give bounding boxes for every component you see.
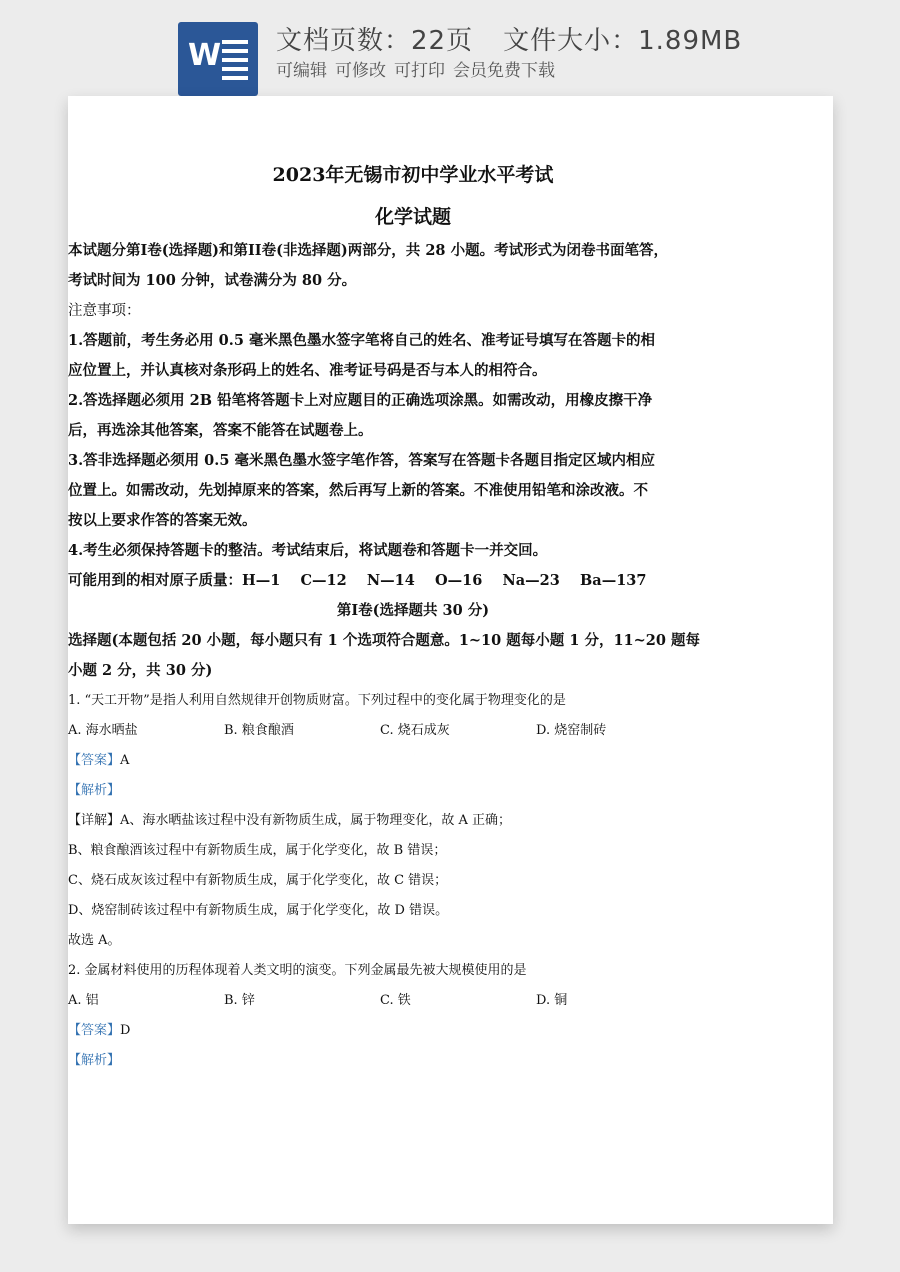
detail-tag: 【详解】 [68, 813, 121, 828]
detail-line: D、烧窑制砖该过程中有新物质生成，属于化学变化，故 D 错误。 [68, 903, 449, 918]
option-c: C. 烧石成灰 [380, 723, 450, 738]
detail-line: A、海水晒盐该过程中没有新物质生成，属于物理变化，故 A 正确； [120, 813, 512, 828]
question-1-answer [68, 746, 758, 776]
note-line: 按以上要求作答的答案无效。 [68, 512, 257, 529]
note-line: 后，再选涂其他答案，答案不能答在试题卷上。 [68, 422, 373, 439]
answer-value: A [120, 753, 130, 768]
note-line: 4.考生必须保持答题卡的整洁。考试结束后，将试题卷和答题卡一并交回。 [68, 542, 548, 559]
intro-line: 本试题分第I卷(选择题)和第II卷(非选择题)两部分，共 28 小题。考试形式为闭卷书面笔答， [68, 242, 669, 259]
word-doc-icon [178, 22, 258, 96]
choice-intro: 小题 2 分，共 30 分) [68, 662, 213, 679]
option-a: A. 铝 [68, 993, 99, 1008]
section-title: 第I卷(选择题共 30 分) [336, 602, 490, 619]
note-line: 1.答题前，考生务必用 0.5 毫米黑色墨水签字笔将自己的姓名、准考证号填写在答题卡的相 [68, 332, 655, 349]
word-icon-letter: W [188, 38, 222, 73]
option-d: D. 烧窑制砖 [536, 723, 607, 738]
page-count: 文档页数：22页 [276, 26, 474, 56]
analysis-tag: 【解析】 [68, 783, 121, 798]
notes-heading: 注意事项： [68, 303, 141, 319]
note-line: 应位置上，并认真核对条形码上的姓名、准考证号码是否与本人的相符合。 [68, 362, 547, 379]
file-info [276, 20, 742, 57]
question-1-detail [68, 806, 758, 836]
detail-line: B、粮食酿酒该过程中有新物质生成，属于化学变化，故 B 错误； [68, 843, 447, 858]
download-banner [0, 0, 900, 96]
note-line: 2.答选择题必须用 2B 铅笔将答题卡上对应题目的正确选项涂黑。如需改动，用橡皮擦干净 [68, 392, 653, 409]
note-line: 位置上。如需改动，先划掉原来的答案，然后再写上新的答案。不准使用铅笔和涂改液。不 [68, 482, 648, 499]
option-a: A. 海水晒盐 [68, 723, 138, 738]
intro-line: 考试时间为 100 分钟，试卷满分为 80 分。 [68, 272, 357, 289]
file-size: 文件大小：1.89MB [503, 26, 743, 56]
note-line: 3.答非选择题必须用 0.5 毫米黑色墨水签字笔作答，答案写在答题卡各题目指定区域内相应 [68, 452, 655, 469]
document-content [68, 160, 758, 1076]
question-1-options [68, 716, 758, 746]
answer-tag: 【答案】 [68, 753, 121, 768]
exam-subtitle: 化学试题 [374, 206, 451, 228]
feature-printable: 可打印 [394, 61, 445, 81]
feature-list [276, 56, 555, 81]
question-2-stem: 2. 金属材料使用的历程体现着人类文明的演变。下列金属最先被大规模使用的是 [68, 963, 527, 978]
analysis-tag: 【解析】 [68, 1053, 121, 1068]
question-2-answer [68, 1016, 758, 1046]
detail-line: C、烧石成灰该过程中有新物质生成，属于化学变化，故 C 错误； [68, 873, 448, 888]
option-c: C. 铁 [380, 993, 411, 1008]
feature-editable: 可编辑 [276, 61, 327, 81]
atomic-masses: 可能用到的相对原子质量：H—1 C—12 N—14 O—16 Na—23 Ba—137 [68, 572, 647, 589]
question-2-options [68, 986, 758, 1016]
option-b: B. 锌 [224, 993, 255, 1008]
feature-member-download[interactable]: 会员免费下载 [453, 61, 555, 81]
question-1-stem: 1. “天工开物”是指人利用自然规律开创物质财富。下列过程中的变化属于物理变化的是 [68, 693, 566, 708]
detail-line: 故选 A。 [68, 933, 121, 948]
choice-intro: 选择题(本题包括 20 小题，每小题只有 1 个选项符合题意。1~10 题每小题 1 分，11~20 题每 [68, 632, 701, 649]
feature-modifiable: 可修改 [335, 61, 386, 81]
word-icon-lines [222, 40, 248, 85]
answer-tag: 【答案】 [68, 1023, 121, 1038]
exam-title: 2023年无锡市初中学业水平考试 [272, 164, 554, 186]
option-b: B. 粮食酿酒 [224, 723, 294, 738]
option-d: D. 铜 [536, 993, 568, 1008]
answer-value: D [120, 1023, 131, 1038]
